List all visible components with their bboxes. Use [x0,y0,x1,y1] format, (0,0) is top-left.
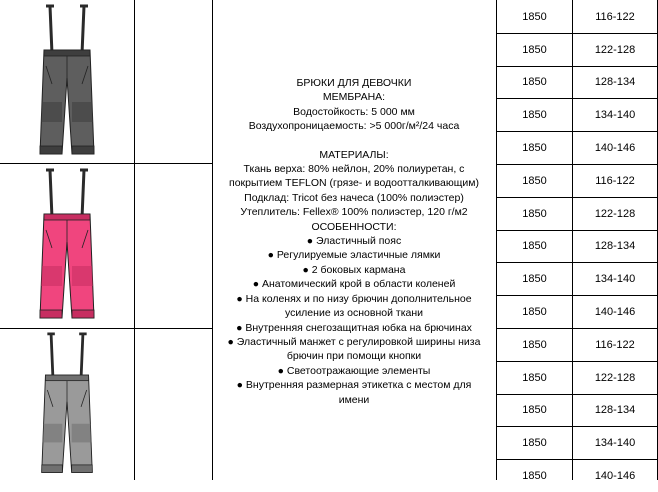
size-cell: 122-128 [594,371,636,384]
outer-fabric: Ткань верха: 80% нейлон, 20% полиуретан, с [243,163,465,176]
size-cell: 140-146 [594,305,636,318]
size-cell: 134-140 [594,436,636,449]
feature-item: ● Внутренняя снегозащитная юбка на брючинах [236,321,472,334]
price-cell: 1850 [522,469,547,482]
membrane-heading: МЕМБРАНА: [322,91,386,104]
feature-item: ● 2 боковых кармана [302,263,406,276]
product-separator [0,163,212,164]
product-image-light-grey-pants [0,332,134,478]
price-cell: 1850 [522,141,547,154]
size-cell: 116-122 [595,338,635,351]
size-cell: 128-134 [594,240,636,252]
grid-line [134,0,135,480]
water-resistance: Водостойкость: 5 000 мм [293,105,415,118]
price-cell: 1850 [522,240,547,252]
size-cell: 134-140 [594,272,636,285]
feature-item: ● Анатомический крой в области коленей [252,278,456,291]
materials-heading: МАТЕРИАЛЫ: [319,148,389,161]
product-image-pink-pants [0,168,134,324]
size-cell: 122-128 [594,207,636,220]
features-list [212,234,496,407]
price-cell: 1850 [522,272,547,285]
feature-item: ● Эластичный пояс [306,235,402,248]
feature-item: ● Светоотражающие элементы [277,364,431,377]
price-cell: 1850 [522,404,547,416]
size-cell: 128-134 [594,76,636,88]
price-cell: 1850 [522,174,547,187]
breathability: Воздухопроницаемость: >5 000г/м²/24 часа [248,120,460,133]
size-cell: 128-134 [594,404,636,416]
size-cell: 122-128 [594,43,636,56]
price-cell: 1850 [522,207,547,220]
feature-item: ● Эластичный манжет с регулировкой ширины низа [227,335,481,348]
price-cell: 1850 [522,436,547,449]
size-cell: 140-146 [594,469,636,482]
price-cell: 1850 [522,338,547,351]
price-cell: 1850 [522,305,547,318]
outer-fabric-coating: покрытием TEFLON (грязе- и водоотталкивающим) [229,177,479,190]
size-cell: 116-122 [595,10,635,23]
feature-item: ● На коленях и по низу брючин дополнительное [236,292,472,305]
insulation: Утеплитель: Fellex® 100% полиэстер, 120 г/м2 [240,206,468,219]
feature-item: ● Внутренняя размерная этикетка с местом для [236,379,472,392]
feature-item: брючин при помощи кнопки [286,350,422,363]
price-cell: 1850 [522,371,547,384]
product-separator [0,328,212,329]
price-cell: 1850 [522,43,547,56]
features-heading: ОСОБЕННОСТИ: [311,220,397,233]
product-image-dark-grey-pants [0,4,134,160]
price-cell: 1850 [522,108,547,121]
lining: Подклад: Tricot без начеса (100% полиэстер) [244,191,464,204]
feature-item: ● Регулируемые эластичные лямки [267,249,441,262]
price-cell: 1850 [522,10,547,23]
price-cell: 1850 [522,76,547,88]
size-cell: 140-146 [594,141,636,154]
product-title: БРЮКИ ДЛЯ ДЕВОЧКИ [296,77,412,89]
feature-item: имени [338,393,370,406]
product-description [212,76,496,407]
size-cell: 134-140 [594,108,636,121]
feature-item: усиление из основной ткани [284,307,424,320]
size-cell: 116-122 [595,174,635,187]
spacer [212,134,496,148]
